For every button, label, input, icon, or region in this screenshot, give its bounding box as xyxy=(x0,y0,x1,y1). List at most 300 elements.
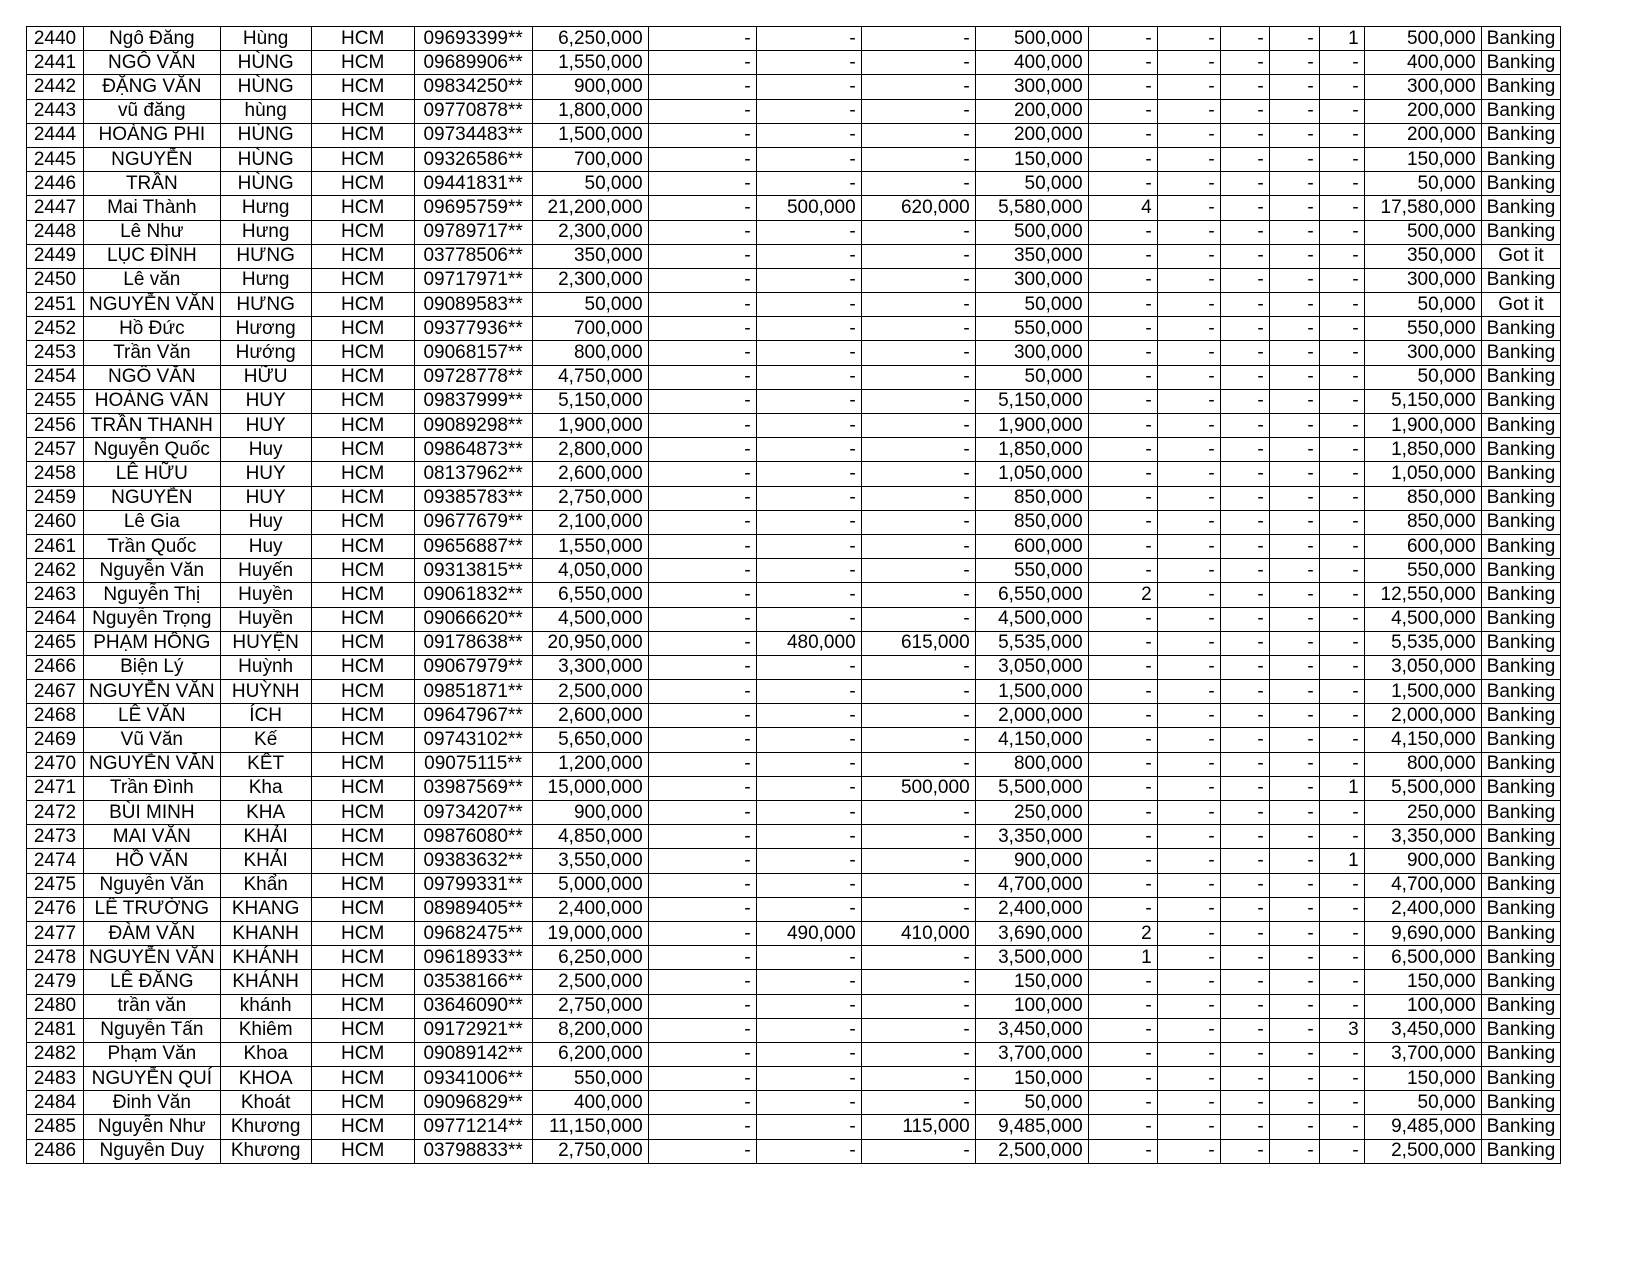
table-row xyxy=(27,51,1561,75)
amount-4-cell: - xyxy=(861,486,975,510)
phone-cell: 09734207** xyxy=(414,801,532,825)
count-3-cell: - xyxy=(1220,244,1269,268)
amount-2-cell: - xyxy=(648,849,756,873)
table-row xyxy=(27,123,1561,147)
count-3-cell: - xyxy=(1220,921,1269,945)
table-row xyxy=(27,607,1561,631)
row-number-cell: 2467 xyxy=(27,680,84,704)
table-row xyxy=(27,970,1561,994)
count-5-cell: - xyxy=(1319,1115,1364,1139)
count-3-cell: - xyxy=(1220,147,1269,171)
count-5-cell: - xyxy=(1319,220,1364,244)
amount-5-cell: 3,700,000 xyxy=(975,1042,1088,1066)
last-name-cell: Nguyễn Tấn xyxy=(84,1018,221,1042)
phone-cell: 09770878** xyxy=(414,99,532,123)
table-row xyxy=(27,825,1561,849)
amount-3-cell: - xyxy=(756,244,861,268)
table-row xyxy=(27,631,1561,655)
first-name-cell: HƯNG xyxy=(220,244,311,268)
row-number-cell: 2464 xyxy=(27,607,84,631)
count-2-cell: - xyxy=(1157,897,1220,921)
city-cell: HCM xyxy=(311,486,414,510)
count-2-cell: - xyxy=(1157,438,1220,462)
amount-3-cell: - xyxy=(756,849,861,873)
count-3-cell: - xyxy=(1220,220,1269,244)
phone-cell: 09089142** xyxy=(414,1042,532,1066)
row-number-cell: 2482 xyxy=(27,1042,84,1066)
payment-method-cell: Banking xyxy=(1481,268,1561,292)
row-number-cell: 2463 xyxy=(27,583,84,607)
count-1-cell: - xyxy=(1088,1115,1157,1139)
amount-1-cell: 4,500,000 xyxy=(532,607,648,631)
count-3-cell: - xyxy=(1220,268,1269,292)
count-4-cell: - xyxy=(1269,220,1319,244)
row-number-cell: 2441 xyxy=(27,51,84,75)
amount-4-cell: - xyxy=(861,510,975,534)
amount-2-cell: - xyxy=(648,704,756,728)
total-cell: 550,000 xyxy=(1364,317,1481,341)
count-3-cell: - xyxy=(1220,389,1269,413)
count-2-cell: - xyxy=(1157,801,1220,825)
count-1-cell: - xyxy=(1088,317,1157,341)
amount-4-cell: - xyxy=(861,849,975,873)
payment-method-cell: Banking xyxy=(1481,389,1561,413)
count-2-cell: - xyxy=(1157,365,1220,389)
count-4-cell: - xyxy=(1269,317,1319,341)
amount-1-cell: 400,000 xyxy=(532,1091,648,1115)
last-name-cell: ĐÀM VĂN xyxy=(84,921,221,945)
row-number-cell: 2472 xyxy=(27,801,84,825)
count-5-cell: - xyxy=(1319,293,1364,317)
amount-1-cell: 2,100,000 xyxy=(532,510,648,534)
payment-method-cell: Banking xyxy=(1481,438,1561,462)
amount-2-cell: - xyxy=(648,801,756,825)
row-number-cell: 2469 xyxy=(27,728,84,752)
count-2-cell: - xyxy=(1157,607,1220,631)
row-number-cell: 2480 xyxy=(27,994,84,1018)
count-1-cell: - xyxy=(1088,365,1157,389)
city-cell: HCM xyxy=(311,873,414,897)
amount-1-cell: 2,600,000 xyxy=(532,704,648,728)
total-cell: 3,350,000 xyxy=(1364,825,1481,849)
amount-3-cell: - xyxy=(756,1091,861,1115)
first-name-cell: KHẢI xyxy=(220,825,311,849)
count-2-cell: - xyxy=(1157,1139,1220,1163)
count-3-cell: - xyxy=(1220,607,1269,631)
row-number-cell: 2479 xyxy=(27,970,84,994)
count-1-cell: - xyxy=(1088,1042,1157,1066)
amount-5-cell: 3,690,000 xyxy=(975,921,1088,945)
count-2-cell: - xyxy=(1157,921,1220,945)
first-name-cell: KHÁNH xyxy=(220,970,311,994)
amount-5-cell: 1,850,000 xyxy=(975,438,1088,462)
amount-4-cell: - xyxy=(861,946,975,970)
count-1-cell: - xyxy=(1088,438,1157,462)
total-cell: 17,580,000 xyxy=(1364,196,1481,220)
count-5-cell: - xyxy=(1319,728,1364,752)
count-3-cell: - xyxy=(1220,510,1269,534)
amount-1-cell: 3,550,000 xyxy=(532,849,648,873)
last-name-cell: NGUYỄN VĂN xyxy=(84,946,221,970)
amount-1-cell: 2,500,000 xyxy=(532,970,648,994)
amount-4-cell: - xyxy=(861,172,975,196)
first-name-cell: HUỲNH xyxy=(220,680,311,704)
count-1-cell: - xyxy=(1088,607,1157,631)
count-4-cell: - xyxy=(1269,147,1319,171)
amount-5-cell: 850,000 xyxy=(975,486,1088,510)
amount-2-cell: - xyxy=(648,147,756,171)
count-1-cell: - xyxy=(1088,559,1157,583)
table-row xyxy=(27,1042,1561,1066)
count-2-cell: - xyxy=(1157,655,1220,679)
payment-method-cell: Banking xyxy=(1481,486,1561,510)
table-row xyxy=(27,75,1561,99)
count-1-cell: - xyxy=(1088,99,1157,123)
count-4-cell: - xyxy=(1269,196,1319,220)
table-row xyxy=(27,849,1561,873)
amount-2-cell: - xyxy=(648,1042,756,1066)
amount-2-cell: - xyxy=(648,510,756,534)
row-number-cell: 2485 xyxy=(27,1115,84,1139)
total-cell: 900,000 xyxy=(1364,849,1481,873)
last-name-cell: LÊ HỮU xyxy=(84,462,221,486)
payment-method-cell: Banking xyxy=(1481,825,1561,849)
phone-cell: 09837999** xyxy=(414,389,532,413)
total-cell: 4,150,000 xyxy=(1364,728,1481,752)
count-5-cell: - xyxy=(1319,873,1364,897)
amount-4-cell: - xyxy=(861,994,975,1018)
last-name-cell: NGUYỄN VĂN xyxy=(84,680,221,704)
last-name-cell: LÊ VĂN xyxy=(84,704,221,728)
payment-method-cell: Banking xyxy=(1481,196,1561,220)
amount-2-cell: - xyxy=(648,172,756,196)
city-cell: HCM xyxy=(311,970,414,994)
count-1-cell: - xyxy=(1088,462,1157,486)
phone-cell: 09172921** xyxy=(414,1018,532,1042)
amount-1-cell: 6,250,000 xyxy=(532,946,648,970)
amount-2-cell: - xyxy=(648,607,756,631)
amount-1-cell: 50,000 xyxy=(532,172,648,196)
amount-4-cell: 410,000 xyxy=(861,921,975,945)
count-2-cell: - xyxy=(1157,317,1220,341)
count-1-cell: - xyxy=(1088,510,1157,534)
table-row xyxy=(27,1139,1561,1163)
amount-1-cell: 2,300,000 xyxy=(532,220,648,244)
amount-4-cell: - xyxy=(861,897,975,921)
count-5-cell: - xyxy=(1319,1042,1364,1066)
first-name-cell: HÙNG xyxy=(220,75,311,99)
count-5-cell: - xyxy=(1319,655,1364,679)
amount-5-cell: 3,050,000 xyxy=(975,655,1088,679)
amount-2-cell: - xyxy=(648,27,756,51)
amount-3-cell: - xyxy=(756,1018,861,1042)
amount-2-cell: - xyxy=(648,268,756,292)
amount-2-cell: - xyxy=(648,970,756,994)
phone-cell: 09647967** xyxy=(414,704,532,728)
row-number-cell: 2461 xyxy=(27,534,84,558)
payment-method-cell: Banking xyxy=(1481,728,1561,752)
total-cell: 3,700,000 xyxy=(1364,1042,1481,1066)
count-5-cell: - xyxy=(1319,438,1364,462)
count-1-cell: - xyxy=(1088,75,1157,99)
city-cell: HCM xyxy=(311,1139,414,1163)
count-1-cell: 2 xyxy=(1088,583,1157,607)
amount-5-cell: 50,000 xyxy=(975,172,1088,196)
row-number-cell: 2468 xyxy=(27,704,84,728)
table-row xyxy=(27,365,1561,389)
amount-2-cell: - xyxy=(648,825,756,849)
last-name-cell: Mai Thành xyxy=(84,196,221,220)
amount-5-cell: 4,150,000 xyxy=(975,728,1088,752)
payment-method-cell: Banking xyxy=(1481,631,1561,655)
count-4-cell: - xyxy=(1269,123,1319,147)
total-cell: 50,000 xyxy=(1364,365,1481,389)
amount-2-cell: - xyxy=(648,414,756,438)
amount-5-cell: 150,000 xyxy=(975,970,1088,994)
city-cell: HCM xyxy=(311,921,414,945)
amount-3-cell: - xyxy=(756,728,861,752)
amount-2-cell: - xyxy=(648,75,756,99)
amount-3-cell: - xyxy=(756,27,861,51)
total-cell: 150,000 xyxy=(1364,147,1481,171)
amount-3-cell: 480,000 xyxy=(756,631,861,655)
amount-5-cell: 1,050,000 xyxy=(975,462,1088,486)
last-name-cell: Lê Gia xyxy=(84,510,221,534)
payment-method-cell: Banking xyxy=(1481,801,1561,825)
row-number-cell: 2452 xyxy=(27,317,84,341)
total-cell: 9,690,000 xyxy=(1364,921,1481,945)
amount-4-cell: 115,000 xyxy=(861,1115,975,1139)
row-number-cell: 2484 xyxy=(27,1091,84,1115)
amount-3-cell: - xyxy=(756,607,861,631)
amount-1-cell: 15,000,000 xyxy=(532,776,648,800)
city-cell: HCM xyxy=(311,849,414,873)
first-name-cell: Huyền xyxy=(220,607,311,631)
amount-3-cell: - xyxy=(756,389,861,413)
amount-2-cell: - xyxy=(648,752,756,776)
total-cell: 6,500,000 xyxy=(1364,946,1481,970)
total-cell: 3,450,000 xyxy=(1364,1018,1481,1042)
amount-2-cell: - xyxy=(648,293,756,317)
amount-2-cell: - xyxy=(648,1091,756,1115)
last-name-cell: Trần Văn xyxy=(84,341,221,365)
total-cell: 50,000 xyxy=(1364,293,1481,317)
count-4-cell: - xyxy=(1269,1115,1319,1139)
amount-3-cell: - xyxy=(756,462,861,486)
amount-1-cell: 6,200,000 xyxy=(532,1042,648,1066)
amount-1-cell: 11,150,000 xyxy=(532,1115,648,1139)
count-1-cell: - xyxy=(1088,655,1157,679)
amount-5-cell: 350,000 xyxy=(975,244,1088,268)
amount-4-cell: - xyxy=(861,1067,975,1091)
table-row xyxy=(27,244,1561,268)
city-cell: HCM xyxy=(311,1091,414,1115)
amount-5-cell: 5,150,000 xyxy=(975,389,1088,413)
amount-2-cell: - xyxy=(648,873,756,897)
first-name-cell: Kha xyxy=(220,776,311,800)
table-row xyxy=(27,341,1561,365)
count-4-cell: - xyxy=(1269,946,1319,970)
amount-4-cell: - xyxy=(861,970,975,994)
amount-4-cell: - xyxy=(861,462,975,486)
data-table xyxy=(26,26,1561,1164)
last-name-cell: Lê văn xyxy=(84,268,221,292)
row-number-cell: 2444 xyxy=(27,123,84,147)
first-name-cell: hùng xyxy=(220,99,311,123)
first-name-cell: Huy xyxy=(220,534,311,558)
last-name-cell: trần văn xyxy=(84,994,221,1018)
amount-2-cell: - xyxy=(648,946,756,970)
count-3-cell: - xyxy=(1220,1091,1269,1115)
total-cell: 5,500,000 xyxy=(1364,776,1481,800)
city-cell: HCM xyxy=(311,268,414,292)
first-name-cell: Khiêm xyxy=(220,1018,311,1042)
amount-5-cell: 2,400,000 xyxy=(975,897,1088,921)
amount-5-cell: 3,500,000 xyxy=(975,946,1088,970)
phone-cell: 03538166** xyxy=(414,970,532,994)
amount-1-cell: 700,000 xyxy=(532,317,648,341)
first-name-cell: Hương xyxy=(220,317,311,341)
row-number-cell: 2474 xyxy=(27,849,84,873)
count-5-cell: - xyxy=(1319,510,1364,534)
last-name-cell: PHẠM HỒNG xyxy=(84,631,221,655)
last-name-cell: Nguyễn Thị xyxy=(84,583,221,607)
phone-cell: 09383632** xyxy=(414,849,532,873)
phone-cell: 09677679** xyxy=(414,510,532,534)
count-4-cell: - xyxy=(1269,752,1319,776)
payment-method-cell: Banking xyxy=(1481,994,1561,1018)
table-row xyxy=(27,534,1561,558)
count-2-cell: - xyxy=(1157,147,1220,171)
amount-5-cell: 300,000 xyxy=(975,75,1088,99)
amount-3-cell: - xyxy=(756,559,861,583)
count-2-cell: - xyxy=(1157,946,1220,970)
amount-2-cell: - xyxy=(648,1067,756,1091)
count-3-cell: - xyxy=(1220,970,1269,994)
table-body xyxy=(27,27,1561,1164)
count-2-cell: - xyxy=(1157,196,1220,220)
amount-1-cell: 2,750,000 xyxy=(532,486,648,510)
row-number-cell: 2470 xyxy=(27,752,84,776)
amount-3-cell: - xyxy=(756,123,861,147)
table-row xyxy=(27,680,1561,704)
amount-3-cell: - xyxy=(756,825,861,849)
first-name-cell: HUY xyxy=(220,486,311,510)
amount-1-cell: 21,200,000 xyxy=(532,196,648,220)
phone-cell: 09689906** xyxy=(414,51,532,75)
payment-method-cell: Banking xyxy=(1481,752,1561,776)
amount-4-cell: - xyxy=(861,147,975,171)
phone-cell: 09799331** xyxy=(414,873,532,897)
count-3-cell: - xyxy=(1220,462,1269,486)
amount-4-cell: - xyxy=(861,752,975,776)
count-3-cell: - xyxy=(1220,341,1269,365)
first-name-cell: KHẢI xyxy=(220,849,311,873)
table-row xyxy=(27,704,1561,728)
count-4-cell: - xyxy=(1269,341,1319,365)
amount-5-cell: 9,485,000 xyxy=(975,1115,1088,1139)
amount-1-cell: 6,250,000 xyxy=(532,27,648,51)
table-row xyxy=(27,220,1561,244)
first-name-cell: Hưng xyxy=(220,196,311,220)
count-2-cell: - xyxy=(1157,51,1220,75)
last-name-cell: Lê Như xyxy=(84,220,221,244)
count-1-cell: - xyxy=(1088,849,1157,873)
row-number-cell: 2471 xyxy=(27,776,84,800)
amount-3-cell: - xyxy=(756,172,861,196)
amount-1-cell: 900,000 xyxy=(532,75,648,99)
table-row xyxy=(27,196,1561,220)
amount-4-cell: - xyxy=(861,51,975,75)
count-5-cell: - xyxy=(1319,123,1364,147)
first-name-cell: HƯNG xyxy=(220,293,311,317)
count-4-cell: - xyxy=(1269,75,1319,99)
phone-cell: 09089298** xyxy=(414,414,532,438)
count-2-cell: - xyxy=(1157,559,1220,583)
phone-cell: 03646090** xyxy=(414,994,532,1018)
count-3-cell: - xyxy=(1220,75,1269,99)
count-3-cell: - xyxy=(1220,123,1269,147)
total-cell: 250,000 xyxy=(1364,801,1481,825)
amount-5-cell: 900,000 xyxy=(975,849,1088,873)
city-cell: HCM xyxy=(311,172,414,196)
first-name-cell: Hùng xyxy=(220,27,311,51)
amount-4-cell: - xyxy=(861,704,975,728)
last-name-cell: Đinh Văn xyxy=(84,1091,221,1115)
phone-cell: 09864873** xyxy=(414,438,532,462)
amount-1-cell: 900,000 xyxy=(532,801,648,825)
count-2-cell: - xyxy=(1157,534,1220,558)
count-5-cell: - xyxy=(1319,1067,1364,1091)
count-3-cell: - xyxy=(1220,172,1269,196)
last-name-cell: Nguyễn Quốc xyxy=(84,438,221,462)
last-name-cell: Nguyễn Duy xyxy=(84,1139,221,1163)
city-cell: HCM xyxy=(311,438,414,462)
count-5-cell: - xyxy=(1319,196,1364,220)
amount-2-cell: - xyxy=(648,123,756,147)
count-3-cell: - xyxy=(1220,946,1269,970)
amount-5-cell: 4,700,000 xyxy=(975,873,1088,897)
phone-cell: 09717971** xyxy=(414,268,532,292)
city-cell: HCM xyxy=(311,75,414,99)
count-2-cell: - xyxy=(1157,123,1220,147)
phone-cell: 09385783** xyxy=(414,486,532,510)
count-2-cell: - xyxy=(1157,510,1220,534)
count-4-cell: - xyxy=(1269,486,1319,510)
amount-5-cell: 100,000 xyxy=(975,994,1088,1018)
table-row xyxy=(27,510,1561,534)
total-cell: 350,000 xyxy=(1364,244,1481,268)
count-3-cell: - xyxy=(1220,583,1269,607)
amount-5-cell: 3,350,000 xyxy=(975,825,1088,849)
count-5-cell: - xyxy=(1319,486,1364,510)
amount-5-cell: 6,550,000 xyxy=(975,583,1088,607)
table-row xyxy=(27,414,1561,438)
amount-4-cell: - xyxy=(861,27,975,51)
payment-method-cell: Banking xyxy=(1481,365,1561,389)
count-2-cell: - xyxy=(1157,680,1220,704)
count-4-cell: - xyxy=(1269,462,1319,486)
payment-method-cell: Banking xyxy=(1481,1115,1561,1139)
phone-cell: 09075115** xyxy=(414,752,532,776)
count-2-cell: - xyxy=(1157,970,1220,994)
count-2-cell: - xyxy=(1157,825,1220,849)
first-name-cell: Huy xyxy=(220,510,311,534)
amount-5-cell: 300,000 xyxy=(975,268,1088,292)
phone-cell: 03798833** xyxy=(414,1139,532,1163)
amount-1-cell: 6,550,000 xyxy=(532,583,648,607)
table-row xyxy=(27,317,1561,341)
